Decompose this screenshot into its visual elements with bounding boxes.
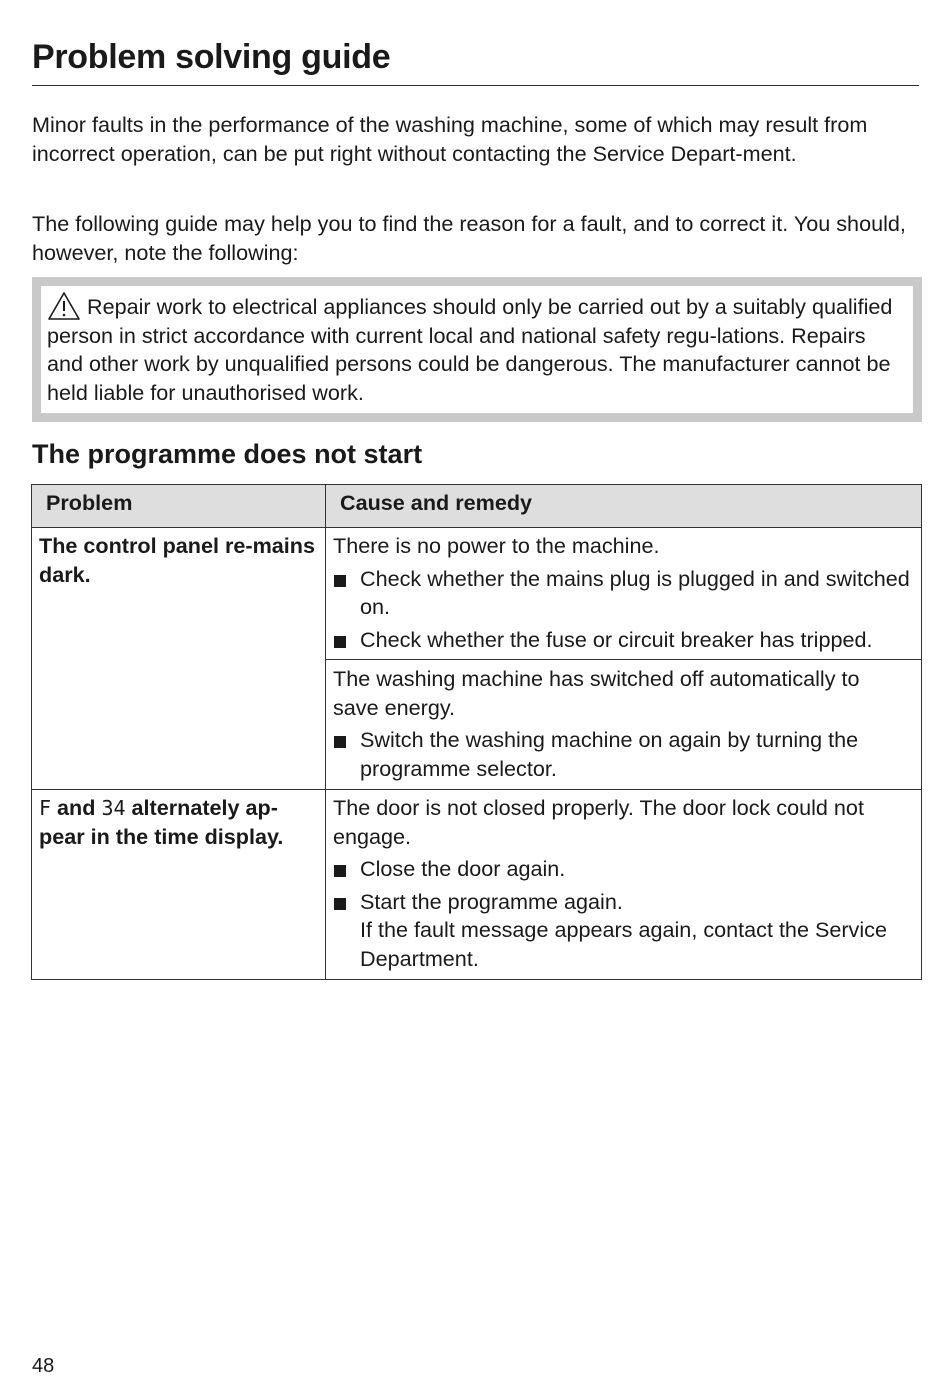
cause-cell [326,790,922,980]
bullet-square-icon [334,865,346,877]
display-code-f: F [39,796,52,820]
remedy-note: If the fault message appears again, contact the Service Department. [360,917,887,971]
problem-text: The control panel re-mains dark. [39,533,315,587]
remedy-item [333,626,911,655]
page-title: Problem solving guide [32,38,391,76]
warning-text: Repair work to electrical appliances should only be carried out by a suitably qualified person in strict accordance with current local and national safety regu-lations. Repairs and other work by unqualified persons could be dangerous. The manufacturer cannot be held liable for unauthorised work. [47,294,893,405]
header-cause: Cause and remedy [326,485,922,528]
remedy-text: Start the programme again. [360,888,623,914]
cause-text: The washing machine has switched off automatically to save energy. [333,666,860,720]
bullet-square-icon [334,898,346,910]
remedy-text: Switch the washing machine on again by turning the programme selector. [360,727,859,781]
remedy-text: Check whether the mains plug is plugged in and switched on. [360,565,910,619]
page-number: 48 [32,1355,55,1377]
problem-cell [32,790,326,980]
warning-box [32,277,922,422]
problem-cell [32,528,326,790]
cause-text: There is no power to the machine. [333,533,660,558]
intro-paragraph-1: Minor faults in the performance of the washing machine, some of which may result from incorrect operation, can be put right without contacting the Service Depart-ment. [32,112,868,166]
table-header-row [32,485,922,528]
problem-table [31,484,922,980]
remedy-text: Check whether the fuse or circuit breaker has tripped. [360,626,873,652]
section-title: The programme does not start [32,439,423,469]
intro-paragraph-2: The following guide may help you to find the reason for a fault, and to correct it. You should, however, note the following: [32,211,906,265]
problem-and: and [57,795,96,820]
cause-text: The door is not closed properly. The door lock could not engage. [333,795,864,849]
table-row [32,528,922,790]
cause-cell [326,528,922,790]
title-rule [32,85,919,86]
cause-divider [326,659,921,660]
bullet-square-icon [334,636,346,648]
header-problem: Problem [32,485,326,528]
bullet-square-icon [334,736,346,748]
remedy-item [333,726,911,783]
remedy-item [333,855,911,884]
remedy-item [333,888,911,974]
remedy-item [333,565,911,622]
bullet-square-icon [334,575,346,587]
table-row [32,790,922,980]
remedy-text: Close the door again. [360,856,566,881]
display-code-34: 34 [101,796,126,820]
problem-text: alternately ap-pear in the time display. [39,795,284,849]
warning-content [41,286,913,413]
warning-triangle-icon [47,291,81,321]
